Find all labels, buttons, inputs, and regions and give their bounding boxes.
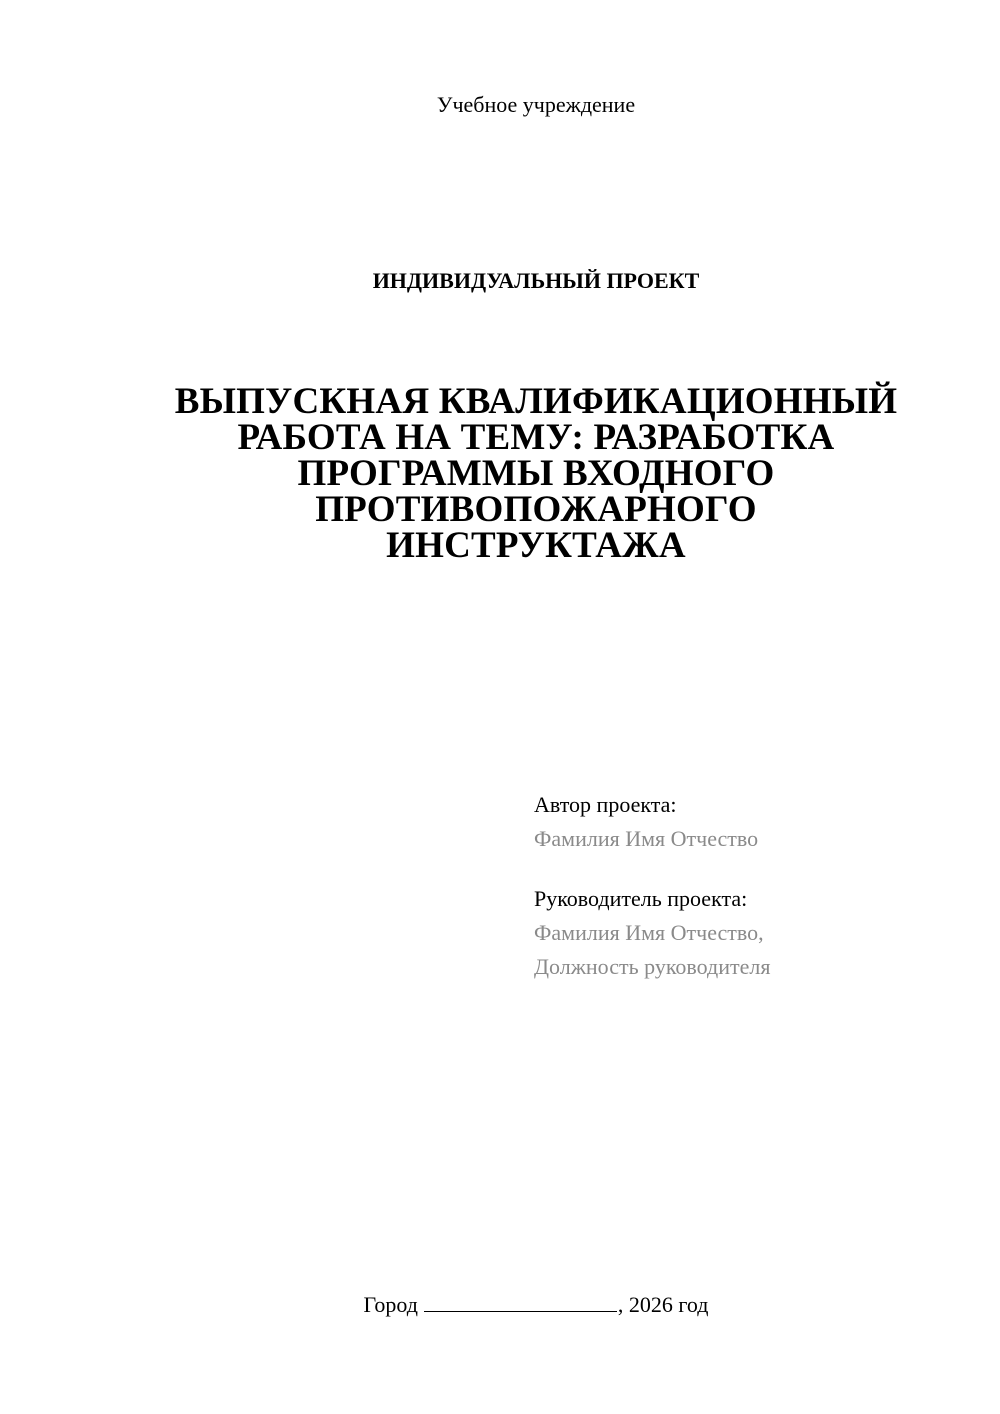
supervisor-name: Фамилия Имя Отчество, xyxy=(534,920,764,945)
project-title-line: ВЫПУСКНАЯ КВАЛИФИКАЦИОННЫЙ xyxy=(174,381,898,422)
city-blank-line xyxy=(424,1291,617,1312)
project-title-line: ПРОТИВОПОЖАРНОГО xyxy=(315,489,757,530)
author-block xyxy=(534,788,964,856)
supervisor-label: Руководитель проекта: xyxy=(534,886,748,911)
author-name: Фамилия Имя Отчество xyxy=(534,826,759,851)
institution-name: Учебное учреждение xyxy=(436,92,636,117)
project-title xyxy=(100,381,972,566)
city-year-line xyxy=(0,1290,1000,1320)
project-title-line: ИНСТРУКТАЖА xyxy=(386,525,686,566)
project-title-line: РАБОТА НА ТЕМУ: РАЗРАБОТКА xyxy=(237,417,835,458)
author-label: Автор проекта: xyxy=(534,792,677,817)
supervisor-block xyxy=(534,882,964,984)
year-text: , 2026 год xyxy=(617,1292,709,1317)
city-label: Город xyxy=(363,1292,418,1317)
roles-block xyxy=(534,788,964,1010)
project-type-heading: ИНДИВИДУАЛЬНЫЙ ПРОЕКТ xyxy=(372,268,700,293)
supervisor-position: Должность руководителя xyxy=(534,954,771,979)
project-title-line: ПРОГРАММЫ ВХОДНОГО xyxy=(297,453,775,494)
